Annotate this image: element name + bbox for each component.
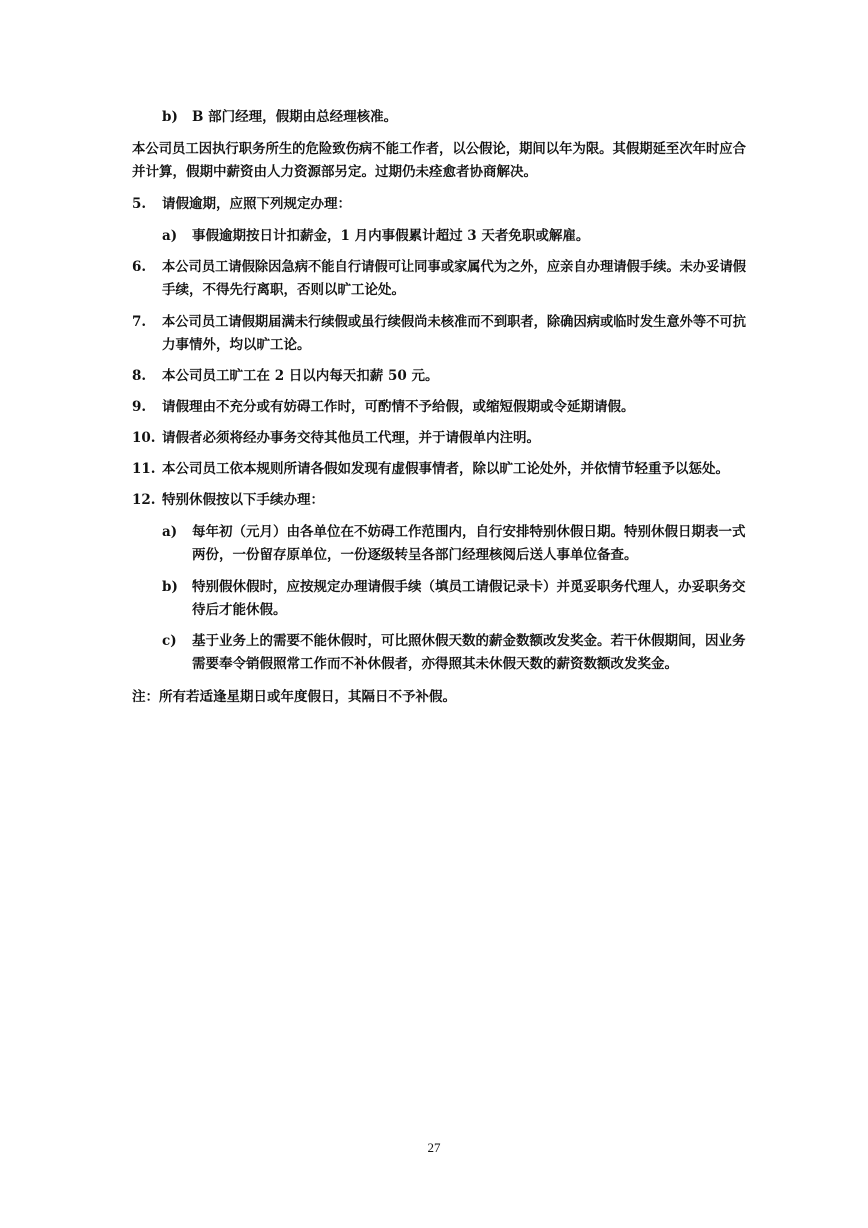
item-number: 9. bbox=[132, 399, 147, 415]
paragraph-line: 两份，一份留存原单位，一份逐级转呈各部门经理核阅后送人事单位备查。 bbox=[192, 547, 638, 563]
paragraph-line: 本公司员工旷工在 2 日以内每天扣薪 50 元。 bbox=[162, 368, 439, 384]
paragraph-line: 需要奉令销假照常工作而不补休假者，亦得照其未休假天数的薪资数额改发奖金。 bbox=[192, 656, 678, 672]
paragraph-line: 请假理由不充分或有妨碍工作时，可酌情不予给假，或缩短假期或令延期请假。 bbox=[162, 399, 635, 415]
paragraph-line: 待后才能休假。 bbox=[192, 602, 287, 618]
paragraph-line: 事假逾期按日计扣薪金，1 月内事假累计超过 3 天者免职或解雇。 bbox=[192, 228, 590, 244]
paragraph-line: 特别假休假时，应按规定办理请假手续（填员工请假记录卡）并觅妥职务代理人，办妥职务交 bbox=[192, 579, 746, 595]
paragraph-line: 本公司员工依本规则所请各假如发现有虚假事情者，除以旷工论处外，并依情节轻重予以惩处。 bbox=[162, 461, 729, 477]
item-number: 5. bbox=[132, 196, 147, 212]
paragraph-line: 力事情外，均以旷工论。 bbox=[162, 337, 311, 353]
item-marker: b) bbox=[162, 579, 178, 595]
paragraph-line: 基于业务上的需要不能休假时，可比照休假天数的薪金数额改发奖金。若干休假期间，因业务 bbox=[192, 633, 746, 649]
item-number: 10. bbox=[132, 430, 156, 446]
item-marker: a) bbox=[162, 228, 178, 244]
item-number: 11. bbox=[132, 461, 156, 477]
paragraph-line: 本公司员工请假期届满未行续假或虽行续假尚未核准而不到职者，除确因病或临时发生意外等不可抗 bbox=[162, 314, 746, 330]
item-marker: b) bbox=[162, 109, 178, 125]
item-number: 6. bbox=[132, 259, 147, 275]
item-marker: a) bbox=[162, 524, 178, 540]
paragraph-line: 并计算，假期中薪资由人力资源部另定。过期仍未痊愈者协商解决。 bbox=[132, 164, 537, 180]
paragraph-line: 特别休假按以下手续办理： bbox=[162, 492, 324, 508]
paragraph-line: 手续，不得先行离职，否则以旷工论处。 bbox=[162, 282, 405, 298]
item-number: 8. bbox=[132, 368, 147, 384]
paragraph-line: 本公司员工因执行职务所生的危险致伤病不能工作者，以公假论，期间以年为限。其假期延至次年时应合 bbox=[132, 141, 746, 157]
paragraph-line: B 部门经理，假期由总经理核准。 bbox=[192, 109, 398, 125]
paragraph-line: 每年初（元月）由各单位在不妨碍工作范围内，自行安排特别休假日期。特别休假日期表一式 bbox=[192, 524, 746, 540]
paragraph-line: 本公司员工请假除因急病不能自行请假可让同事或家属代为之外，应亲自办理请假手续。未办妥请假 bbox=[162, 259, 746, 275]
note-line: 注：所有若适逢星期日或年度假日，其隔日不予补假。 bbox=[132, 689, 456, 705]
item-marker: c) bbox=[162, 633, 177, 649]
item-number: 12. bbox=[132, 492, 156, 508]
paragraph-line: 请假者必须将经办事务交待其他员工代理，并于请假单内注明。 bbox=[162, 430, 540, 446]
paragraph-line: 请假逾期，应照下列规定办理： bbox=[162, 196, 351, 212]
item-number: 7. bbox=[132, 314, 147, 330]
page-number: 27 bbox=[427, 1140, 441, 1155]
